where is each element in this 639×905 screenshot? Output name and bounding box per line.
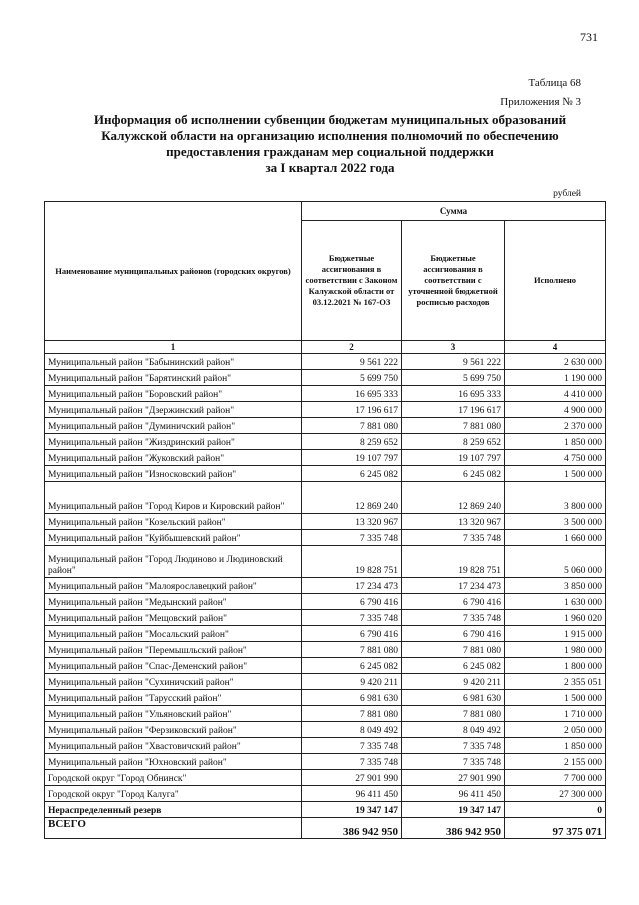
row-name: Муниципальный район "Медынский район" bbox=[45, 594, 302, 610]
row-budget: 6 790 416 bbox=[402, 626, 505, 642]
subvention-table bbox=[44, 201, 606, 839]
table-row bbox=[45, 514, 606, 530]
row-executed: 1 960 020 bbox=[505, 610, 606, 626]
row-name: Муниципальный район "Жуковский район" bbox=[45, 450, 302, 466]
row-law: 19 828 751 bbox=[302, 546, 402, 578]
row-law: 7 335 748 bbox=[302, 610, 402, 626]
row-name: Муниципальный район "Спас-Деменский район" bbox=[45, 658, 302, 674]
table-row bbox=[45, 434, 606, 450]
row-budget: 7 881 080 bbox=[402, 418, 505, 434]
row-executed: 1 710 000 bbox=[505, 706, 606, 722]
row-law: 5 699 750 bbox=[302, 370, 402, 386]
row-law: 6 981 630 bbox=[302, 690, 402, 706]
row-name: Муниципальный район "Козельский район" bbox=[45, 514, 302, 530]
row-executed: 4 410 000 bbox=[505, 386, 606, 402]
row-name: Муниципальный район "Город Людиново и Людиновский район" bbox=[45, 546, 302, 578]
row-name: Муниципальный район "Боровский район" bbox=[45, 386, 302, 402]
row-budget: 13 320 967 bbox=[402, 514, 505, 530]
table-row bbox=[45, 594, 606, 610]
row-law: 17 234 473 bbox=[302, 578, 402, 594]
reserve-executed: 0 bbox=[505, 802, 606, 818]
total-executed: 97 375 071 bbox=[505, 818, 606, 839]
row-name: Муниципальный район "Мосальский район" bbox=[45, 626, 302, 642]
row-executed: 3 800 000 bbox=[505, 482, 606, 514]
table-row bbox=[45, 690, 606, 706]
reserve-law: 19 347 147 bbox=[302, 802, 402, 818]
row-name: Муниципальный район "Перемышльский район" bbox=[45, 642, 302, 658]
table-row bbox=[45, 354, 606, 370]
table-row bbox=[45, 402, 606, 418]
row-name: Муниципальный район "Юхновский район" bbox=[45, 754, 302, 770]
table-label: Таблица 68 bbox=[528, 77, 581, 89]
appendix-label: Приложения № 3 bbox=[500, 96, 581, 108]
column-header-law: Бюджетные ассигнования в соответствии с Законом Калужской области от 03.12.2021 № 167-ОЗ bbox=[302, 221, 402, 341]
row-budget: 19 828 751 bbox=[402, 546, 505, 578]
row-law: 13 320 967 bbox=[302, 514, 402, 530]
title-line: Калужской области на организацию исполнения полномочий по обеспечению bbox=[101, 128, 559, 143]
row-budget: 7 335 748 bbox=[402, 530, 505, 546]
title-line: предоставления гражданам мер социальной поддержки bbox=[166, 144, 494, 159]
row-executed: 27 300 000 bbox=[505, 786, 606, 802]
row-law: 9 561 222 bbox=[302, 354, 402, 370]
document-title bbox=[60, 112, 600, 176]
row-executed: 4 750 000 bbox=[505, 450, 606, 466]
row-budget: 7 335 748 bbox=[402, 754, 505, 770]
row-name: Муниципальный район "Ульяновский район" bbox=[45, 706, 302, 722]
table-row bbox=[45, 626, 606, 642]
row-law: 16 695 333 bbox=[302, 386, 402, 402]
row-law: 7 881 080 bbox=[302, 642, 402, 658]
row-law: 7 335 748 bbox=[302, 530, 402, 546]
table-row bbox=[45, 466, 606, 482]
table-row bbox=[45, 482, 606, 514]
row-budget: 7 335 748 bbox=[402, 610, 505, 626]
row-law: 7 335 748 bbox=[302, 738, 402, 754]
row-executed: 3 500 000 bbox=[505, 514, 606, 530]
row-executed: 7 700 000 bbox=[505, 770, 606, 786]
row-executed: 2 050 000 bbox=[505, 722, 606, 738]
table-row bbox=[45, 674, 606, 690]
table-body bbox=[45, 354, 606, 802]
row-budget: 7 335 748 bbox=[402, 738, 505, 754]
row-executed: 1 190 000 bbox=[505, 370, 606, 386]
row-law: 7 881 080 bbox=[302, 418, 402, 434]
row-name: Муниципальный район "Барятинский район" bbox=[45, 370, 302, 386]
table-row bbox=[45, 610, 606, 626]
total-budget: 386 942 950 bbox=[402, 818, 505, 839]
column-header-name: Наименование муниципальных районов (городских округов) bbox=[45, 202, 302, 341]
row-budget: 7 881 080 bbox=[402, 642, 505, 658]
row-executed: 4 900 000 bbox=[505, 402, 606, 418]
table-row bbox=[45, 786, 606, 802]
row-name: Муниципальный район "Думиничский район" bbox=[45, 418, 302, 434]
row-executed: 1 850 000 bbox=[505, 434, 606, 450]
row-executed: 5 060 000 bbox=[505, 546, 606, 578]
table-row bbox=[45, 418, 606, 434]
row-law: 6 790 416 bbox=[302, 626, 402, 642]
row-name: Муниципальный район "Хвастовичский район" bbox=[45, 738, 302, 754]
row-budget: 8 259 652 bbox=[402, 434, 505, 450]
table-row bbox=[45, 370, 606, 386]
page-number: 731 bbox=[580, 30, 598, 44]
row-budget: 19 107 797 bbox=[402, 450, 505, 466]
row-executed: 1 800 000 bbox=[505, 658, 606, 674]
column-header-budget: Бюджетные ассигнования в соответствии с уточненной бюджетной росписью расходов bbox=[402, 221, 505, 341]
row-name: Муниципальный район "Бабынинский район" bbox=[45, 354, 302, 370]
row-budget: 96 411 450 bbox=[402, 786, 505, 802]
row-budget: 12 869 240 bbox=[402, 482, 505, 514]
reserve-row bbox=[45, 802, 606, 818]
row-executed: 3 850 000 bbox=[505, 578, 606, 594]
row-executed: 1 630 000 bbox=[505, 594, 606, 610]
row-budget: 16 695 333 bbox=[402, 386, 505, 402]
reserve-name: Нераспределенный резерв bbox=[45, 802, 302, 818]
reserve-budget: 19 347 147 bbox=[402, 802, 505, 818]
row-name: Муниципальный район "Малоярославецкий район" bbox=[45, 578, 302, 594]
total-name: ВСЕГО bbox=[45, 818, 302, 839]
table-row bbox=[45, 722, 606, 738]
table-row bbox=[45, 642, 606, 658]
title-line: за I квартал 2022 года bbox=[265, 160, 395, 175]
row-budget: 17 196 617 bbox=[402, 402, 505, 418]
row-law: 27 901 990 bbox=[302, 770, 402, 786]
row-name: Городской округ "Город Обнинск" bbox=[45, 770, 302, 786]
row-executed: 1 980 000 bbox=[505, 642, 606, 658]
table-row bbox=[45, 706, 606, 722]
column-number: 2 bbox=[302, 341, 402, 354]
row-executed: 1 500 000 bbox=[505, 466, 606, 482]
row-law: 96 411 450 bbox=[302, 786, 402, 802]
row-budget: 9 561 222 bbox=[402, 354, 505, 370]
row-budget: 6 245 082 bbox=[402, 658, 505, 674]
table-row bbox=[45, 546, 606, 578]
row-name: Муниципальный район "Город Киров и Кировский район" bbox=[45, 482, 302, 514]
row-budget: 17 234 473 bbox=[402, 578, 505, 594]
title-line: Информация об исполнении субвенции бюджетам муниципальных образований bbox=[93, 112, 567, 127]
row-law: 6 790 416 bbox=[302, 594, 402, 610]
row-name: Муниципальный район "Дзержинский район" bbox=[45, 402, 302, 418]
row-law: 7 881 080 bbox=[302, 706, 402, 722]
row-executed: 1 915 000 bbox=[505, 626, 606, 642]
column-number: 3 bbox=[402, 341, 505, 354]
row-law: 6 245 082 bbox=[302, 466, 402, 482]
row-law: 17 196 617 bbox=[302, 402, 402, 418]
table-row bbox=[45, 738, 606, 754]
row-executed: 2 630 000 bbox=[505, 354, 606, 370]
table-row bbox=[45, 770, 606, 786]
row-name: Муниципальный район "Мещовский район" bbox=[45, 610, 302, 626]
row-budget: 27 901 990 bbox=[402, 770, 505, 786]
row-name: Муниципальный район "Износковский район" bbox=[45, 466, 302, 482]
row-name: Муниципальный район "Тарусский район" bbox=[45, 690, 302, 706]
row-law: 12 869 240 bbox=[302, 482, 402, 514]
row-law: 8 049 492 bbox=[302, 722, 402, 738]
table-row bbox=[45, 530, 606, 546]
row-name: Муниципальный район "Куйбышевский район" bbox=[45, 530, 302, 546]
row-executed: 2 355 051 bbox=[505, 674, 606, 690]
table-row bbox=[45, 386, 606, 402]
total-law: 386 942 950 bbox=[302, 818, 402, 839]
row-budget: 8 049 492 bbox=[402, 722, 505, 738]
row-budget: 7 881 080 bbox=[402, 706, 505, 722]
row-executed: 1 660 000 bbox=[505, 530, 606, 546]
row-budget: 9 420 211 bbox=[402, 674, 505, 690]
row-budget: 6 245 082 bbox=[402, 466, 505, 482]
table-row bbox=[45, 578, 606, 594]
row-executed: 2 370 000 bbox=[505, 418, 606, 434]
column-header-sum: Сумма bbox=[302, 202, 606, 221]
row-law: 9 420 211 bbox=[302, 674, 402, 690]
column-header-executed: Исполнено bbox=[505, 221, 606, 341]
row-law: 6 245 082 bbox=[302, 658, 402, 674]
units-label: рублей bbox=[553, 189, 581, 199]
row-budget: 6 790 416 bbox=[402, 594, 505, 610]
table-row bbox=[45, 754, 606, 770]
row-budget: 5 699 750 bbox=[402, 370, 505, 386]
row-name: Муниципальный район "Сухиничский район" bbox=[45, 674, 302, 690]
row-law: 8 259 652 bbox=[302, 434, 402, 450]
row-executed: 1 500 000 bbox=[505, 690, 606, 706]
table-row bbox=[45, 450, 606, 466]
row-executed: 1 850 000 bbox=[505, 738, 606, 754]
table-row bbox=[45, 658, 606, 674]
row-name: Муниципальный район "Ферзиковский район" bbox=[45, 722, 302, 738]
column-number: 1 bbox=[45, 341, 302, 354]
total-row bbox=[45, 818, 606, 839]
row-executed: 2 155 000 bbox=[505, 754, 606, 770]
row-budget: 6 981 630 bbox=[402, 690, 505, 706]
row-law: 7 335 748 bbox=[302, 754, 402, 770]
column-number: 4 bbox=[505, 341, 606, 354]
row-name: Муниципальный район "Жиздринский район" bbox=[45, 434, 302, 450]
row-law: 19 107 797 bbox=[302, 450, 402, 466]
row-name: Городской округ "Город Калуга" bbox=[45, 786, 302, 802]
